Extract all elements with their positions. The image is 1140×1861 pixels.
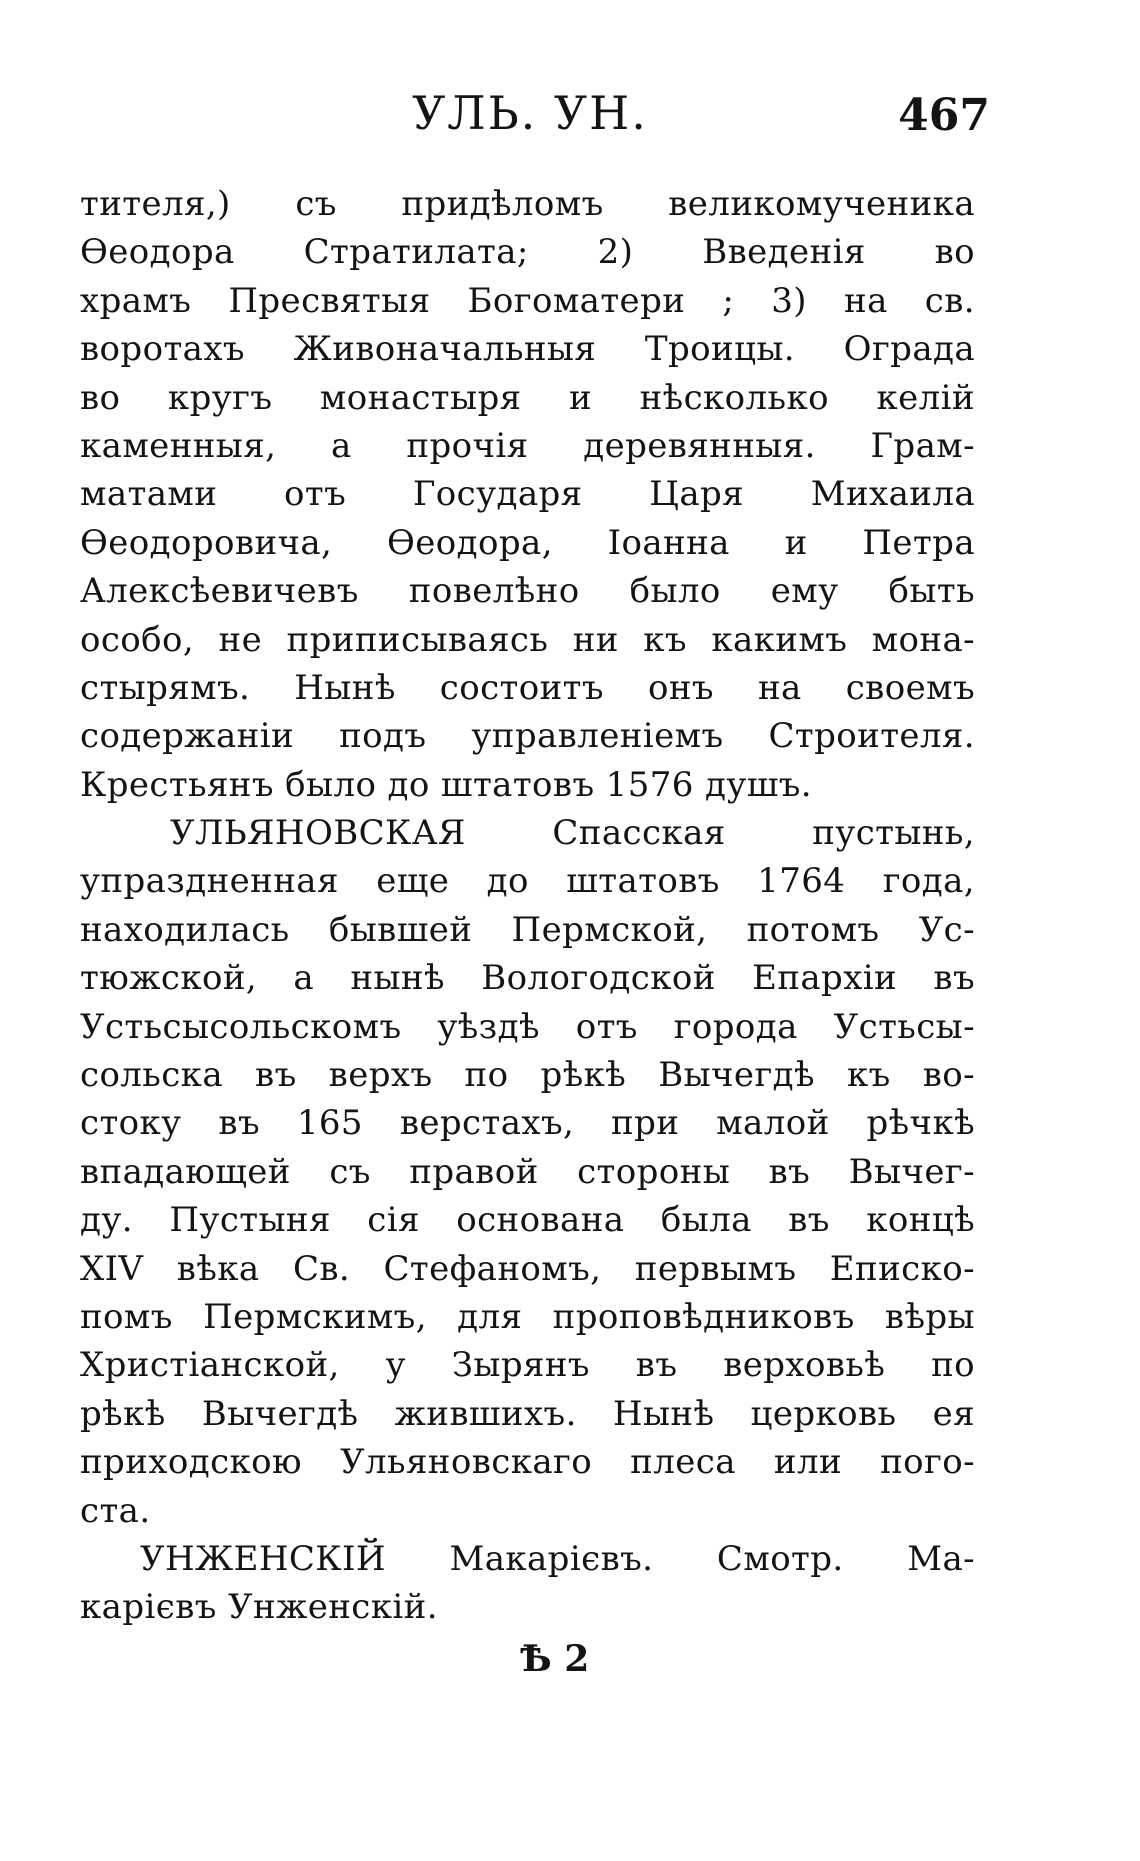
entry-heading-line: УЛЬЯНОВСКАЯ Спасская пустынь, bbox=[170, 813, 975, 854]
text-line: помъ Пермскимъ, для проповѣдниковъ вѣры bbox=[80, 1296, 975, 1337]
text-line: находилась бывшей Пермской, потомъ Ус- bbox=[80, 909, 975, 950]
body-text bbox=[80, 180, 975, 1632]
text-line: Алексѣевичевъ повелѣно было ему быть bbox=[80, 571, 975, 612]
text-line: ста. bbox=[80, 1490, 151, 1531]
text-line: Крестьянъ было до штатовъ 1576 душъ. bbox=[80, 764, 813, 805]
text-line: матами отъ Государя Царя Михаила bbox=[80, 474, 975, 515]
text-line: рѣкѣ Вычегдѣ жившихъ. Нынѣ церковь ея bbox=[80, 1393, 975, 1434]
text-line: Ѳеодора Стратилата; 2) Введенія во bbox=[80, 232, 975, 273]
page-number: 467 bbox=[898, 90, 990, 141]
text-line: воротахъ Живоначальныя Троицы. Ограда bbox=[80, 329, 975, 370]
text-line: особо, не приписываясь ни къ какимъ мона- bbox=[80, 619, 975, 660]
signature-mark: Ѣ 2 bbox=[520, 1638, 590, 1680]
text-line: ду. Пустыня сія основана была въ концѣ bbox=[80, 1200, 975, 1241]
text-line: впадающей съ правой стороны въ Вычег- bbox=[80, 1151, 975, 1192]
text-line: приходскою Ульяновскаго плеса или пого- bbox=[80, 1442, 975, 1483]
text-line: карієвъ Унженскій. bbox=[80, 1587, 438, 1628]
text-line: Ѳеодоровича, Ѳеодора, Іоанна и Петра bbox=[80, 522, 975, 563]
text-line: стоку въ 165 верстахъ, при малой рѣчкѣ bbox=[80, 1103, 975, 1144]
text-line: каменныя, а прочія деревянныя. Грам- bbox=[80, 425, 975, 466]
text-line: Устьсысольскомъ уѣздѣ отъ города Устьсы- bbox=[80, 1006, 975, 1047]
entry-heading-line: УНЖЕНСКІЙ Макарієвъ. Смотр. Ма- bbox=[140, 1538, 975, 1579]
text-line: тюжской, а нынѣ Вологодской Епархіи въ bbox=[80, 958, 975, 999]
running-title: УЛЬ. УН. bbox=[412, 86, 648, 140]
text-line: сольска въ верхъ по рѣкѣ Вычегдѣ къ во- bbox=[80, 1055, 975, 1096]
running-head bbox=[80, 86, 990, 146]
text-line: во кругъ монастыря и нѣсколько келій bbox=[80, 377, 975, 418]
text-line: тителя,) съ придѣломъ великомученика bbox=[80, 184, 975, 224]
text-line: стырямъ. Нынѣ состоитъ онъ на своемъ bbox=[80, 667, 975, 708]
text-line: упраздненная еще до штатовъ 1764 года, bbox=[80, 861, 975, 902]
text-line: содержаніи подъ управленіемъ Строителя. bbox=[80, 716, 975, 757]
text-line: храмъ Пресвятыя Богоматери ; 3) на св. bbox=[80, 280, 975, 321]
text-line: XIV вѣка Св. Стефаномъ, первымъ Еписко- bbox=[80, 1248, 975, 1289]
text-line: Христіанской, у Зырянъ въ верховьѣ по bbox=[80, 1345, 975, 1386]
